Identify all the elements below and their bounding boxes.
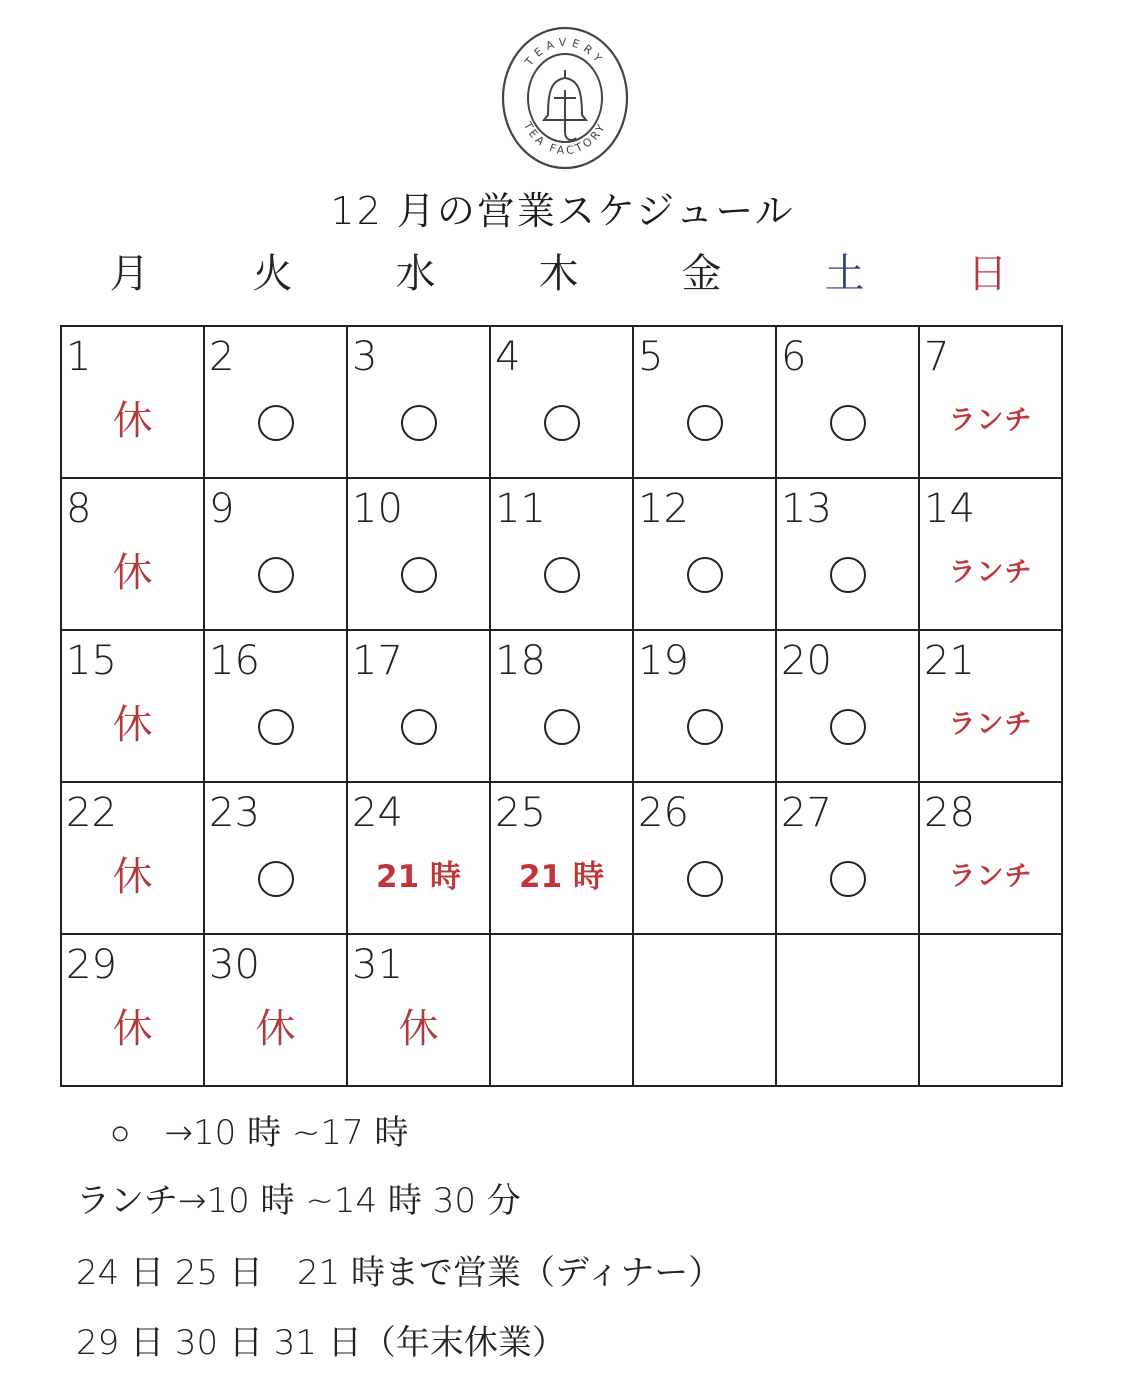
day-number: 7 xyxy=(924,334,950,380)
open-circle-icon xyxy=(634,545,775,601)
teavery-logo xyxy=(500,20,630,170)
circle-icon xyxy=(687,405,723,441)
calendar-cell xyxy=(62,327,205,479)
calendar-cell xyxy=(634,783,777,935)
open-circle-icon xyxy=(205,545,346,601)
calendar-cell xyxy=(777,783,920,935)
day-status-lunch: ランチ xyxy=(948,405,1033,436)
calendar-cell xyxy=(634,479,777,631)
calendar-cell xyxy=(920,631,1063,783)
day-number: 5 xyxy=(638,334,664,380)
weekday-label: 火 xyxy=(252,251,293,297)
calendar-cell xyxy=(634,327,777,479)
circle-icon xyxy=(544,557,580,593)
circle-icon xyxy=(830,557,866,593)
weekday-label: 木 xyxy=(538,251,579,297)
weekday-label: 日 xyxy=(967,251,1008,297)
open-circle-icon xyxy=(491,697,632,753)
open-circle-icon xyxy=(205,697,346,753)
day-status-lunch: ランチ xyxy=(948,709,1033,740)
day-number: 14 xyxy=(924,486,975,532)
open-circle-icon xyxy=(634,697,775,753)
open-circle-icon xyxy=(348,545,489,601)
circle-icon xyxy=(687,557,723,593)
weekday-label: 金 xyxy=(681,251,722,297)
calendar-cell xyxy=(62,631,205,783)
day-number: 30 xyxy=(209,942,260,988)
circle-icon xyxy=(687,861,723,897)
calendar-cell xyxy=(62,783,205,935)
circle-icon xyxy=(544,405,580,441)
calendar-cell xyxy=(777,327,920,479)
weekday-label: 月 xyxy=(109,251,150,297)
calendar-cell xyxy=(491,783,634,935)
day-number: 13 xyxy=(781,486,832,532)
day-number: 2 xyxy=(209,334,235,380)
circle-icon xyxy=(687,709,723,745)
day-number: 23 xyxy=(209,790,260,836)
calendar-cell xyxy=(205,935,348,1087)
page-title: 12 月の営業スケジュール xyxy=(330,189,795,233)
day-number: 15 xyxy=(66,638,117,684)
day-number: 25 xyxy=(495,790,546,836)
day-status-closed: 休 xyxy=(255,1006,296,1052)
logo-ring-text-bottom: TEA FACTORY xyxy=(520,119,610,158)
open-circle-icon xyxy=(491,545,632,601)
open-circle-icon xyxy=(634,393,775,449)
note-year-end-closure: 29 日 30 日 31 日（年末休業） xyxy=(76,1323,566,1363)
note-open-hours: ○ →10 時 ~17 時 xyxy=(76,1113,409,1153)
weekday-label: 水 xyxy=(395,251,436,297)
day-status-lunch: ランチ xyxy=(948,861,1033,892)
circle-icon xyxy=(258,405,294,441)
open-circle-icon xyxy=(634,849,775,905)
day-number: 6 xyxy=(781,334,807,380)
day-number: 28 xyxy=(924,790,975,836)
day-number: 20 xyxy=(781,638,832,684)
calendar-cell xyxy=(205,631,348,783)
weekday-label: 土 xyxy=(824,251,865,297)
open-circle-icon xyxy=(777,849,918,905)
day-number: 1 xyxy=(66,334,92,380)
day-status-dinner: 21 時 xyxy=(519,859,604,895)
circle-icon xyxy=(830,709,866,745)
calendar-cell xyxy=(348,935,491,1087)
circle-icon xyxy=(258,709,294,745)
day-number: 12 xyxy=(638,486,689,532)
day-status-closed: 休 xyxy=(112,1006,153,1052)
weekday-header xyxy=(60,244,1062,304)
day-number: 26 xyxy=(638,790,689,836)
calendar-cell xyxy=(920,935,1063,1087)
circle-icon xyxy=(544,709,580,745)
calendar-cell xyxy=(205,783,348,935)
day-number: 16 xyxy=(209,638,260,684)
svg-text:TEAVERY xyxy=(522,36,608,69)
calendar-cell xyxy=(634,631,777,783)
calendar-cell xyxy=(777,631,920,783)
calendar-cell xyxy=(920,479,1063,631)
day-number: 24 xyxy=(352,790,403,836)
day-number: 10 xyxy=(352,486,403,532)
day-number: 3 xyxy=(352,334,378,380)
day-number: 9 xyxy=(209,486,235,532)
open-circle-icon xyxy=(205,849,346,905)
note-dinner-days: 24 日 25 日 21 時まで営業（ディナー） xyxy=(76,1253,723,1293)
logo-ring-text-top: TEAVERY xyxy=(522,35,608,69)
calendar-cell xyxy=(205,479,348,631)
calendar-cell xyxy=(348,327,491,479)
day-number: 31 xyxy=(352,942,403,988)
open-circle-icon xyxy=(205,393,346,449)
day-number: 18 xyxy=(495,638,546,684)
bell-emblem-icon xyxy=(500,20,630,170)
circle-icon xyxy=(258,861,294,897)
day-status-lunch: ランチ xyxy=(948,557,1033,588)
day-status-closed: 休 xyxy=(112,854,153,900)
calendar-cell xyxy=(634,935,777,1087)
calendar-cell xyxy=(348,479,491,631)
circle-icon xyxy=(830,405,866,441)
open-circle-icon xyxy=(491,393,632,449)
day-number: 27 xyxy=(781,790,832,836)
open-circle-icon xyxy=(348,697,489,753)
calendar-cell xyxy=(491,479,634,631)
circle-icon xyxy=(830,861,866,897)
day-number: 29 xyxy=(66,942,117,988)
day-number: 17 xyxy=(352,638,403,684)
day-number: 11 xyxy=(495,486,546,532)
calendar-cell xyxy=(348,783,491,935)
day-status-closed: 休 xyxy=(112,550,153,596)
calendar-cell xyxy=(348,631,491,783)
calendar-cell xyxy=(920,327,1063,479)
open-circle-icon xyxy=(777,545,918,601)
day-number: 19 xyxy=(638,638,689,684)
calendar-cell xyxy=(777,479,920,631)
day-number: 8 xyxy=(66,486,92,532)
day-number: 21 xyxy=(924,638,975,684)
day-number: 4 xyxy=(495,334,521,380)
circle-icon xyxy=(401,709,437,745)
circle-icon xyxy=(401,405,437,441)
open-circle-icon xyxy=(777,393,918,449)
day-status-dinner: 21 時 xyxy=(376,859,461,895)
calendar-grid xyxy=(60,325,1063,1087)
calendar-cell xyxy=(491,327,634,479)
open-circle-icon xyxy=(777,697,918,753)
note-lunch-hours: ランチ→10 時 ~14 時 30 分 xyxy=(76,1181,521,1221)
calendar-cell xyxy=(491,631,634,783)
calendar-cell xyxy=(205,327,348,479)
day-number: 22 xyxy=(66,790,117,836)
calendar-cell xyxy=(62,935,205,1087)
calendar-cell xyxy=(62,479,205,631)
day-status-closed: 休 xyxy=(112,702,153,748)
circle-icon xyxy=(258,557,294,593)
open-circle-icon xyxy=(348,393,489,449)
circle-icon xyxy=(401,557,437,593)
day-status-closed: 休 xyxy=(398,1006,439,1052)
calendar-cell xyxy=(777,935,920,1087)
day-status-closed: 休 xyxy=(112,398,153,444)
calendar-cell xyxy=(491,935,634,1087)
calendar-cell xyxy=(920,783,1063,935)
